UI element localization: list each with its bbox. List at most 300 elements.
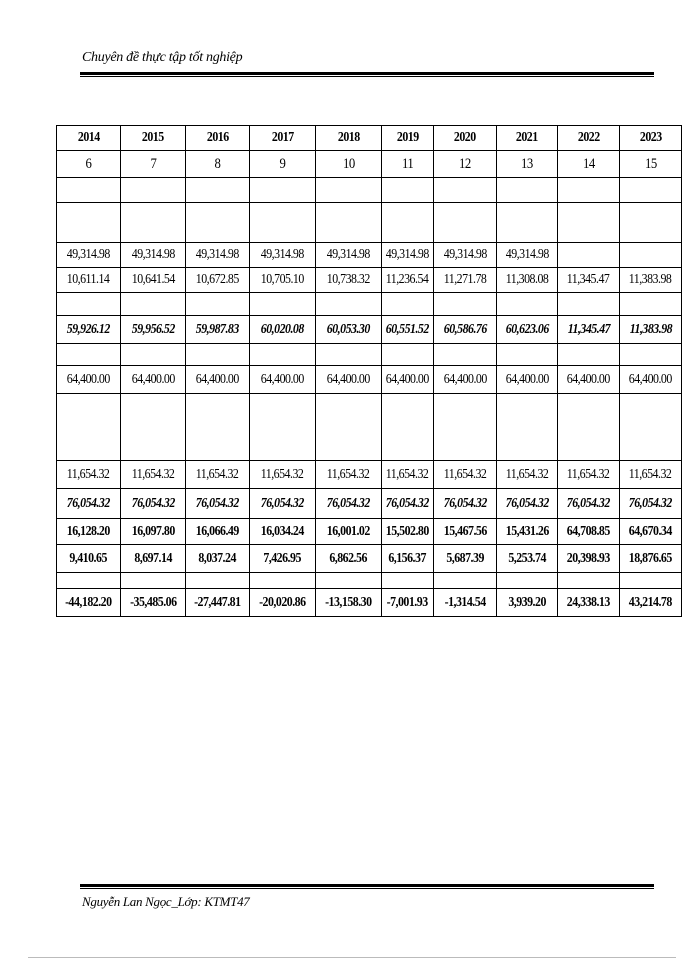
table-cell	[497, 126, 558, 151]
index-row	[57, 151, 682, 178]
table-cell	[316, 573, 382, 589]
cell-value: 11,308.08	[505, 272, 549, 287]
cell-value: 64,400.00	[628, 371, 673, 387]
table-cell	[316, 461, 382, 489]
table-cell	[620, 293, 682, 316]
table-cell	[558, 489, 620, 519]
table-cell	[558, 394, 620, 461]
cell-value: 7,426.95	[263, 550, 302, 566]
cell-value: 14	[582, 155, 595, 172]
table-cell	[620, 344, 682, 366]
table-row	[57, 268, 682, 293]
cell-value: 24,338.13	[566, 594, 611, 610]
table-cell	[382, 126, 434, 151]
table-cell	[382, 519, 434, 545]
cell-value: 5,253.74	[508, 550, 546, 566]
table-cell	[121, 394, 186, 461]
cell-value: -1,314.54	[444, 594, 486, 610]
table-cell	[57, 243, 121, 268]
table-cell	[186, 203, 250, 243]
table-cell	[121, 519, 186, 545]
table-cell	[434, 394, 497, 461]
table-cell	[121, 316, 186, 344]
table-cell	[497, 545, 558, 573]
table-cell	[121, 268, 186, 293]
table-row	[57, 366, 682, 394]
table-cell	[316, 545, 382, 573]
table-cell	[186, 394, 250, 461]
table-cell	[497, 151, 558, 178]
cell-value: 59,926.12	[66, 321, 111, 337]
table-cell	[57, 461, 121, 489]
table-cell	[57, 268, 121, 293]
table-cell	[186, 268, 250, 293]
cell-value: 15,467.56	[443, 523, 487, 539]
cell-value: 11,654.32	[629, 466, 672, 482]
table-cell	[250, 489, 316, 519]
cell-value: 15	[644, 155, 657, 172]
table-row	[57, 243, 682, 268]
table-cell	[316, 178, 382, 203]
table-cell	[620, 126, 682, 151]
table-cell	[57, 344, 121, 366]
table-cell	[186, 151, 250, 178]
table-cell	[57, 151, 121, 178]
table-cell	[57, 394, 121, 461]
table-cell	[558, 178, 620, 203]
cell-value: 2015	[142, 130, 164, 145]
cell-value: -44,182.20	[65, 594, 112, 610]
table-cell	[250, 178, 316, 203]
cell-value: 3,939.20	[508, 594, 546, 610]
table-cell	[434, 203, 497, 243]
table-cell	[121, 545, 186, 573]
table-cell	[316, 589, 382, 617]
table-cell	[121, 293, 186, 316]
cell-value: 11,654.32	[261, 466, 304, 482]
table-cell	[250, 344, 316, 366]
cell-value: 11,654.32	[443, 466, 487, 482]
table-cell	[558, 589, 620, 617]
cell-value: 2016	[206, 130, 229, 145]
table-cell	[497, 489, 558, 519]
cell-value: 49,314.98	[195, 247, 240, 262]
cell-value: 10,611.14	[67, 272, 110, 287]
table-cell	[186, 126, 250, 151]
page-header: Chuyên đề thực tập tốt nghiệp	[82, 50, 243, 65]
cell-value: 11,383.98	[629, 321, 672, 337]
cell-value: 16,001.02	[326, 523, 371, 539]
subtotal-row	[57, 316, 682, 344]
table-cell	[57, 489, 121, 519]
table-cell	[434, 178, 497, 203]
footer-rule	[80, 884, 654, 889]
table-cell	[558, 126, 620, 151]
table-cell	[316, 203, 382, 243]
table-cell	[497, 519, 558, 545]
table-cell	[620, 203, 682, 243]
cell-value: 16,034.24	[260, 523, 305, 539]
table-cell	[121, 461, 186, 489]
table-cell	[382, 589, 434, 617]
table-cell	[620, 394, 682, 461]
cell-value: 76,054.32	[505, 495, 549, 511]
blank-row	[57, 178, 682, 203]
table-cell	[250, 268, 316, 293]
blank-row	[57, 293, 682, 316]
table-cell	[558, 545, 620, 573]
table-cell	[57, 178, 121, 203]
table-cell	[186, 316, 250, 344]
cell-value: 76,054.32	[326, 495, 371, 511]
cell-value: 11,654.32	[67, 466, 110, 482]
table-cell	[558, 268, 620, 293]
table-cell	[382, 489, 434, 519]
cell-value: 60,053.30	[326, 321, 371, 337]
cell-value: 2019	[396, 130, 419, 145]
cell-value: 2021	[516, 130, 538, 145]
cell-value: 2014	[77, 130, 100, 145]
table-cell	[316, 489, 382, 519]
table-cell	[316, 126, 382, 151]
table-cell	[121, 344, 186, 366]
cell-value: 15,502.80	[385, 523, 430, 539]
cell-value: 13	[521, 155, 533, 172]
cell-value: 76,054.32	[260, 495, 305, 511]
cell-value: 16,128.20	[66, 523, 111, 539]
table-cell	[382, 151, 434, 178]
table-cell	[186, 489, 250, 519]
cell-value: 59,987.83	[195, 321, 240, 337]
table-cell	[250, 545, 316, 573]
table-cell	[186, 589, 250, 617]
blank-row	[57, 344, 682, 366]
table-row	[57, 589, 682, 617]
cell-value: 76,054.32	[628, 495, 673, 511]
cell-value: 9	[279, 155, 286, 172]
table-cell	[250, 293, 316, 316]
table-cell	[57, 519, 121, 545]
table-cell	[620, 461, 682, 489]
table-cell	[121, 151, 186, 178]
page-bottom-edge	[28, 957, 676, 958]
cell-value: 7	[150, 155, 156, 172]
table-cell	[121, 589, 186, 617]
cell-value: 5,687.39	[446, 550, 484, 566]
table-cell	[382, 461, 434, 489]
cell-value: 76,054.32	[443, 495, 487, 511]
table-cell	[382, 178, 434, 203]
cell-value: 6,862.56	[329, 550, 368, 566]
table-cell	[558, 151, 620, 178]
cell-value: 49,314.98	[66, 247, 111, 262]
table-cell	[316, 316, 382, 344]
cell-value: 11,236.54	[386, 272, 429, 287]
table-cell	[497, 178, 558, 203]
table-cell	[57, 293, 121, 316]
cell-value: 11,345.47	[567, 321, 610, 337]
table-cell	[434, 461, 497, 489]
cell-value: 12	[459, 155, 471, 172]
table-cell	[434, 589, 497, 617]
table-cell	[434, 519, 497, 545]
table-cell	[558, 366, 620, 394]
blank-row	[57, 203, 682, 243]
cell-value: 6,156.37	[388, 550, 427, 566]
cell-value: 76,054.32	[385, 495, 430, 511]
cell-value: 64,400.00	[131, 371, 175, 387]
cell-value: 64,400.00	[195, 371, 240, 387]
cell-value: 11,654.32	[196, 466, 239, 482]
table-cell	[434, 293, 497, 316]
table-cell	[316, 366, 382, 394]
cell-value: 2018	[337, 130, 360, 145]
cell-value: 11,271.78	[443, 272, 487, 287]
cell-value: 76,054.32	[131, 495, 175, 511]
cell-value: 64,400.00	[385, 371, 430, 387]
table-cell	[434, 545, 497, 573]
table-cell	[497, 461, 558, 489]
cell-value: 11	[401, 155, 414, 172]
cell-value: 49,314.98	[326, 247, 371, 262]
cell-value: 11,654.32	[131, 466, 175, 482]
table-cell	[186, 461, 250, 489]
table-cell	[316, 151, 382, 178]
cell-value: 10,672.85	[195, 272, 240, 287]
cell-value: 64,400.00	[66, 371, 111, 387]
cell-value: 6	[85, 155, 92, 172]
cell-value: 76,054.32	[195, 495, 240, 511]
table-cell	[57, 203, 121, 243]
table-cell	[186, 178, 250, 203]
cell-value: 64,400.00	[326, 371, 371, 387]
table-cell	[558, 243, 620, 268]
cell-value: 49,314.98	[385, 247, 430, 262]
table-cell	[434, 573, 497, 589]
blank-row	[57, 573, 682, 589]
table-cell	[382, 243, 434, 268]
cell-value: 11,345.47	[567, 272, 610, 287]
table-cell	[121, 126, 186, 151]
cell-value: -20,020.86	[259, 594, 306, 610]
table-cell	[316, 243, 382, 268]
cell-value: 9,410.65	[69, 550, 108, 566]
table-cell	[434, 316, 497, 344]
cell-value: 10,641.54	[131, 272, 175, 287]
cell-value: 76,054.32	[566, 495, 611, 511]
table-row	[57, 461, 682, 489]
table-cell	[620, 178, 682, 203]
cell-value: 64,708.85	[566, 523, 611, 539]
cell-value: 2023	[639, 130, 662, 145]
table-cell	[620, 366, 682, 394]
blank-row	[57, 394, 682, 461]
cell-value: 60,623.06	[505, 321, 549, 337]
cell-value: 49,314.98	[505, 247, 549, 262]
cell-value: 43,214.78	[628, 594, 673, 610]
table-cell	[434, 243, 497, 268]
table-cell	[434, 489, 497, 519]
cell-value: 2020	[454, 130, 476, 145]
table-cell	[497, 573, 558, 589]
table-cell	[558, 519, 620, 545]
table-cell	[250, 243, 316, 268]
subtotal-row	[57, 489, 682, 519]
cell-value: 8,037.24	[198, 550, 237, 566]
table-cell	[316, 268, 382, 293]
cell-value: 59,956.52	[131, 321, 175, 337]
table-cell	[316, 344, 382, 366]
cell-value: 2017	[271, 130, 294, 145]
page-footer: Nguyễn Lan Ngọc_Lớp: KTMT47	[82, 894, 250, 909]
table-cell	[558, 573, 620, 589]
table-cell	[620, 573, 682, 589]
cell-value: 8,697.14	[134, 550, 172, 566]
cell-value: 15,431.26	[505, 523, 549, 539]
table-cell	[250, 519, 316, 545]
table-cell	[186, 366, 250, 394]
cell-value: 11,654.32	[505, 466, 549, 482]
table-cell	[382, 545, 434, 573]
table-row	[57, 519, 682, 545]
table-cell	[558, 203, 620, 243]
cell-value: 64,400.00	[566, 371, 611, 387]
table-cell	[250, 366, 316, 394]
table-cell	[497, 268, 558, 293]
cell-value: 10,738.32	[326, 272, 371, 287]
table-cell	[316, 519, 382, 545]
table-cell	[558, 461, 620, 489]
table-cell	[620, 316, 682, 344]
header-rule	[80, 72, 654, 77]
table-cell	[250, 316, 316, 344]
cell-value: 60,020.08	[260, 321, 305, 337]
cell-value: 10	[342, 155, 355, 172]
cell-value: 60,586.76	[443, 321, 487, 337]
table-cell	[382, 394, 434, 461]
table-cell	[382, 268, 434, 293]
table-cell	[434, 344, 497, 366]
table-cell	[558, 344, 620, 366]
cell-value: 49,314.98	[131, 247, 175, 262]
table-cell	[382, 366, 434, 394]
table-cell	[620, 545, 682, 573]
table-cell	[620, 519, 682, 545]
table-cell	[250, 461, 316, 489]
cell-value: 11,654.32	[327, 466, 370, 482]
cell-value: 64,400.00	[260, 371, 305, 387]
table-cell	[250, 573, 316, 589]
table-cell	[57, 126, 121, 151]
table-cell	[250, 394, 316, 461]
cell-value: 2022	[577, 130, 600, 145]
table-cell	[497, 366, 558, 394]
cell-value: 18,876.65	[628, 550, 673, 566]
table-cell	[382, 344, 434, 366]
cell-value: 49,314.98	[260, 247, 305, 262]
cell-value: -35,485.06	[129, 594, 177, 610]
data-table	[56, 125, 682, 617]
table-cell	[186, 344, 250, 366]
table-cell	[434, 366, 497, 394]
table-cell	[186, 519, 250, 545]
table-cell	[121, 178, 186, 203]
table-cell	[316, 394, 382, 461]
cell-value: 64,400.00	[505, 371, 549, 387]
cell-value: 64,400.00	[443, 371, 487, 387]
cell-value: 10,705.10	[260, 272, 305, 287]
table-cell	[620, 151, 682, 178]
table-cell	[121, 489, 186, 519]
table-cell	[497, 243, 558, 268]
table-cell	[250, 151, 316, 178]
table-cell	[316, 293, 382, 316]
table-cell	[121, 573, 186, 589]
table-cell	[57, 316, 121, 344]
cell-value: 20,398.93	[566, 550, 611, 566]
table-row	[57, 545, 682, 573]
table-cell	[620, 268, 682, 293]
table-cell	[434, 126, 497, 151]
table-cell	[186, 573, 250, 589]
cell-value: 60,551.52	[385, 321, 430, 337]
table-cell	[497, 589, 558, 617]
table-cell	[250, 203, 316, 243]
year-header-row	[57, 126, 682, 151]
table-cell	[434, 268, 497, 293]
table-cell	[57, 545, 121, 573]
table-cell	[382, 203, 434, 243]
cell-value: 49,314.98	[443, 247, 487, 262]
table-cell	[620, 589, 682, 617]
table-cell	[57, 573, 121, 589]
table-cell	[250, 126, 316, 151]
table-cell	[620, 489, 682, 519]
table-cell	[497, 293, 558, 316]
cell-value: 16,097.80	[131, 523, 175, 539]
table-cell	[558, 293, 620, 316]
cell-value: 11,654.32	[386, 466, 429, 482]
cell-value: 11,383.98	[629, 272, 672, 287]
table-cell	[497, 316, 558, 344]
table-cell	[57, 366, 121, 394]
table-cell	[558, 316, 620, 344]
cell-value: 16,066.49	[195, 523, 240, 539]
table-cell	[382, 316, 434, 344]
table-cell	[186, 243, 250, 268]
cell-value: 76,054.32	[66, 495, 111, 511]
table-cell	[620, 243, 682, 268]
cell-value: 64,670.34	[628, 523, 673, 539]
table-cell	[186, 545, 250, 573]
cell-value: 11,654.32	[567, 466, 610, 482]
table-cell	[186, 293, 250, 316]
table-cell	[121, 366, 186, 394]
table-cell	[497, 344, 558, 366]
table-cell	[57, 589, 121, 617]
table-cell	[434, 151, 497, 178]
table-cell	[382, 293, 434, 316]
table-cell	[382, 573, 434, 589]
table-cell	[497, 203, 558, 243]
cell-value: -7,001.93	[386, 594, 429, 610]
cell-value: 8	[214, 155, 221, 172]
cell-value: -13,158.30	[325, 594, 372, 610]
table-cell	[250, 589, 316, 617]
table-cell	[121, 203, 186, 243]
table-cell	[497, 394, 558, 461]
table-cell	[121, 243, 186, 268]
